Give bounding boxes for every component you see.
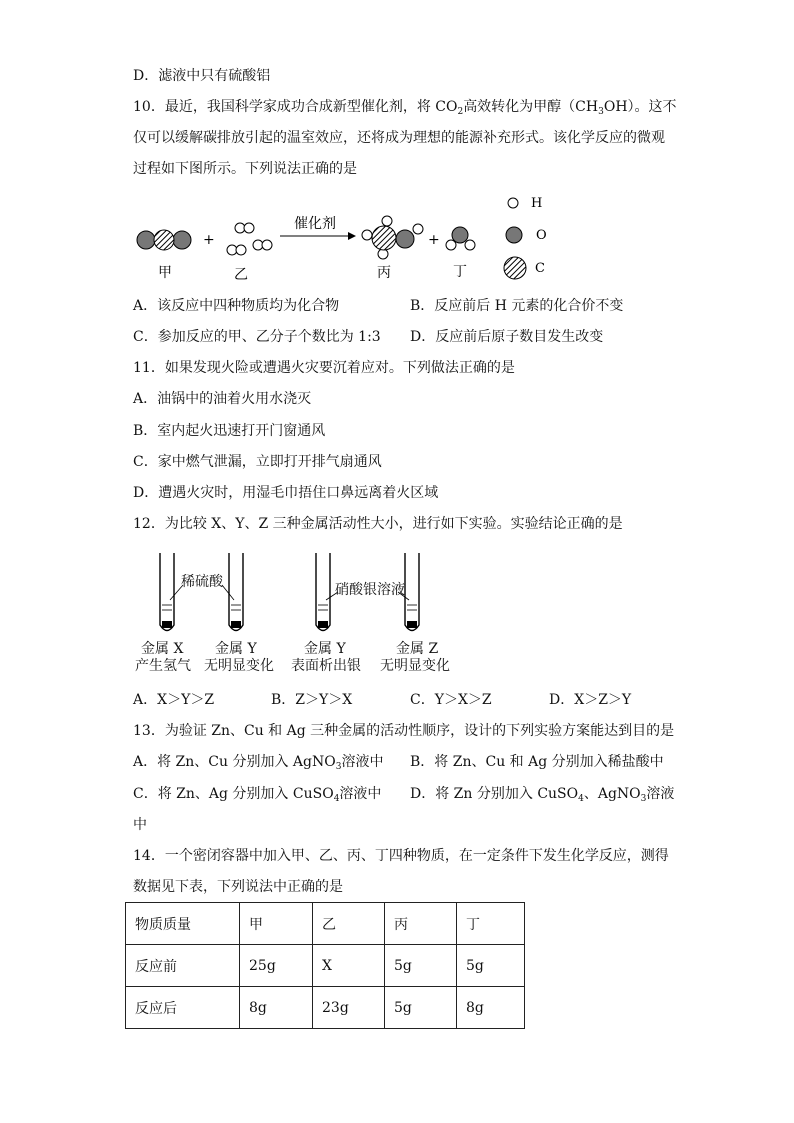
q11-option-c: C．家中燃气泄漏，立即打开排气扇通风 [133, 454, 382, 470]
table-cell: 25g [240, 945, 313, 987]
table-cell: 反应前 [126, 945, 240, 987]
q12-option-b: B．Z＞Y＞X [271, 692, 353, 708]
tube1-result: 产生氢气 [135, 658, 191, 674]
table-cell: 8g [240, 987, 313, 1029]
q10-stem-line3: 过程如下图所示。下列说法正确的是 [133, 161, 357, 177]
q9-option-d: D．滤液中只有硫酸铝 [133, 68, 271, 84]
q13-option-a: A．将 Zn、Cu 分别加入 AgNO$_3$溶液中 [133, 754, 384, 772]
reaction-diagram [0, 190, 794, 290]
table-cell: 23g [313, 987, 385, 1029]
q11-stem: 11．如果发现火险或遭遇火灾要沉着应对。下列做法正确的是 [133, 360, 515, 376]
test-tube-2 [229, 553, 243, 631]
tube3-result: 表面析出银 [291, 658, 361, 674]
silver-nitrate-label: 硝酸银溶液 [335, 582, 405, 598]
q11-option-b: B．室内起火迅速打开门窗通风 [133, 423, 326, 439]
tube2-metal: 金属 Y [215, 641, 257, 657]
catalyst-label: 催化剂 [294, 216, 336, 232]
q11-option-a: A．油锅中的油着火用水浇灭 [133, 391, 312, 407]
table-cell: 5g [385, 987, 457, 1029]
table-header-row [126, 903, 525, 945]
molecule-ding-water [446, 227, 475, 250]
metal-z-block [407, 621, 417, 628]
label-ding: 丁 [453, 264, 467, 280]
q13-option-d: D．将 Zn 分别加入 CuSO$_4$、AgNO$_3$溶液 [410, 786, 675, 804]
test-tube-4 [405, 553, 419, 631]
svg-text:O: O [536, 228, 547, 243]
tube3-metal: 金属 Y [304, 641, 346, 657]
label-jia: 甲 [158, 265, 172, 281]
plus-sign-1: + [203, 232, 215, 248]
mass-data-table [125, 902, 525, 1029]
q12-stem: 12．为比较 X、Y、Z 三种金属活动性大小，进行如下实验。实验结论正确的是 [133, 516, 623, 532]
table-cell: 5g [385, 945, 457, 987]
metal-x-block [162, 621, 172, 628]
molecule-jia-co2 [137, 230, 191, 250]
svg-text:C: C [535, 261, 545, 276]
q11-option-d: D．遭遇火灾时，用湿毛巾捂住口鼻远离着火区域 [133, 485, 439, 501]
atom-legend [504, 196, 547, 279]
q10-stem-line2: 仅可以缓解碳排放引起的温室效应，还将成为理想的能源补充形式。该化学反应的微观 [133, 130, 665, 146]
tube4-metal: 金属 Z [396, 641, 439, 657]
reaction-arrow [280, 232, 356, 240]
table-cell: X [313, 945, 385, 987]
test-tube-1 [160, 553, 174, 631]
q12-option-a: A．X＞Y＞Z [133, 692, 215, 708]
q10-option-d: D．反应前后原子数目发生改变 [410, 329, 604, 345]
q12-option-d: D．X＞Z＞Y [549, 692, 632, 708]
table-cell: 8g [457, 987, 525, 1029]
test-tube-3 [316, 553, 330, 631]
label-yi: 乙 [234, 267, 248, 283]
table-cell: 5g [457, 945, 525, 987]
tube1-metal: 金属 X [141, 641, 184, 657]
tube2-result: 无明显变化 [204, 658, 274, 674]
table-cell: 反应后 [126, 987, 240, 1029]
q14-stem-line1: 14．一个密闭容器中加入甲、乙、丙、丁四种物质，在一定条件下发生化学反应，测得 [133, 848, 669, 864]
table-header-cell: 丁 [457, 903, 525, 945]
q13-option-c: C．将 Zn、Ag 分别加入 CuSO$_4$溶液中 [133, 786, 382, 804]
q12-option-c: C．Y＞X＞Z [410, 692, 492, 708]
svg-text:H: H [531, 196, 543, 211]
molecule-yi-h2 [227, 223, 272, 255]
label-bing: 丙 [377, 265, 391, 281]
q13-option-b: B．将 Zn、Cu 和 Ag 分别加入稀盐酸中 [410, 754, 664, 770]
q10-stem-line1: 10．最近，我国科学家成功合成新型催化剂，将 $CO_2$高效转化为甲醇$(CH_3OH)$。这不 [133, 99, 677, 117]
plus-sign-2: + [428, 232, 440, 248]
metal-y2-block [318, 621, 328, 628]
q10-option-c: C．参加反应的甲、乙分子个数比为 1:3 [133, 329, 381, 345]
table-row [126, 987, 525, 1029]
q13-stem: 13．为验证 Zn、Cu 和 Ag 三种金属的活动性顺序，设计的下列实验方案能达到目的是 [133, 723, 675, 739]
q10-option-b: B．反应前后 H 元素的化合价不变 [410, 298, 624, 314]
table-header-cell: 丙 [385, 903, 457, 945]
q13-option-d-wrap: 中 [133, 817, 147, 833]
acid-label: 稀硫酸 [181, 574, 223, 590]
q10-option-a: A．该反应中四种物质均为化合物 [133, 298, 340, 314]
q14-stem-line2: 数据见下表，下列说法中正确的是 [133, 879, 343, 895]
tube4-result: 无明显变化 [380, 658, 450, 674]
table-header-cell: 甲 [240, 903, 313, 945]
table-header-cell: 物质质量 [126, 903, 240, 945]
table-header-cell: 乙 [313, 903, 385, 945]
table-row [126, 945, 525, 987]
molecule-bing-methanol [362, 216, 423, 259]
metal-y-block [231, 621, 241, 628]
